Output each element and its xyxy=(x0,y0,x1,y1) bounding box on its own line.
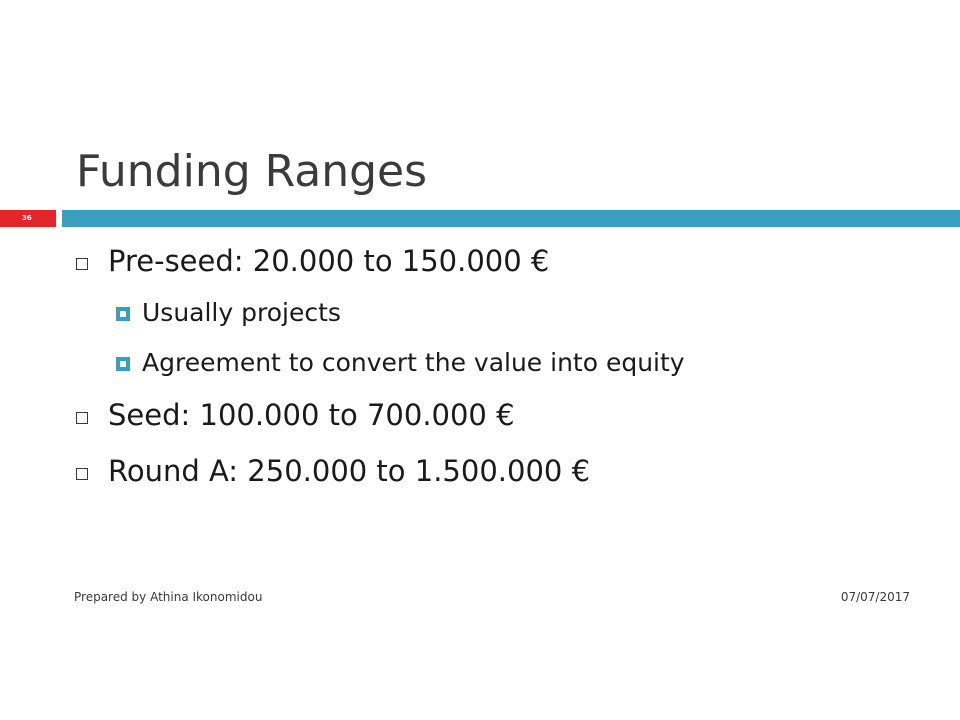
bullet-text: Round A: 250.000 to 1.500.000 € xyxy=(108,454,591,488)
slide-number-badge: 36 xyxy=(0,210,56,227)
sub-bullet-text: Agreement to convert the value into equity xyxy=(142,348,685,377)
footer-author: Prepared by Athina Ikonomidou xyxy=(74,590,263,604)
slide-title: Funding Ranges xyxy=(76,146,428,197)
footer-date: 07/07/2017 xyxy=(840,590,910,604)
sub-bullet-text: Usually projects xyxy=(142,298,341,327)
filled-square-bullet-icon xyxy=(116,357,130,371)
filled-square-bullet-icon xyxy=(116,307,130,321)
bullet-text: Seed: 100.000 to 700.000 € xyxy=(108,398,515,432)
bullet-text: Pre-seed: 20.000 to 150.000 € xyxy=(108,244,550,278)
hollow-square-bullet-icon xyxy=(76,258,88,270)
hollow-square-bullet-icon xyxy=(76,412,88,424)
hollow-square-bullet-icon xyxy=(76,468,88,480)
